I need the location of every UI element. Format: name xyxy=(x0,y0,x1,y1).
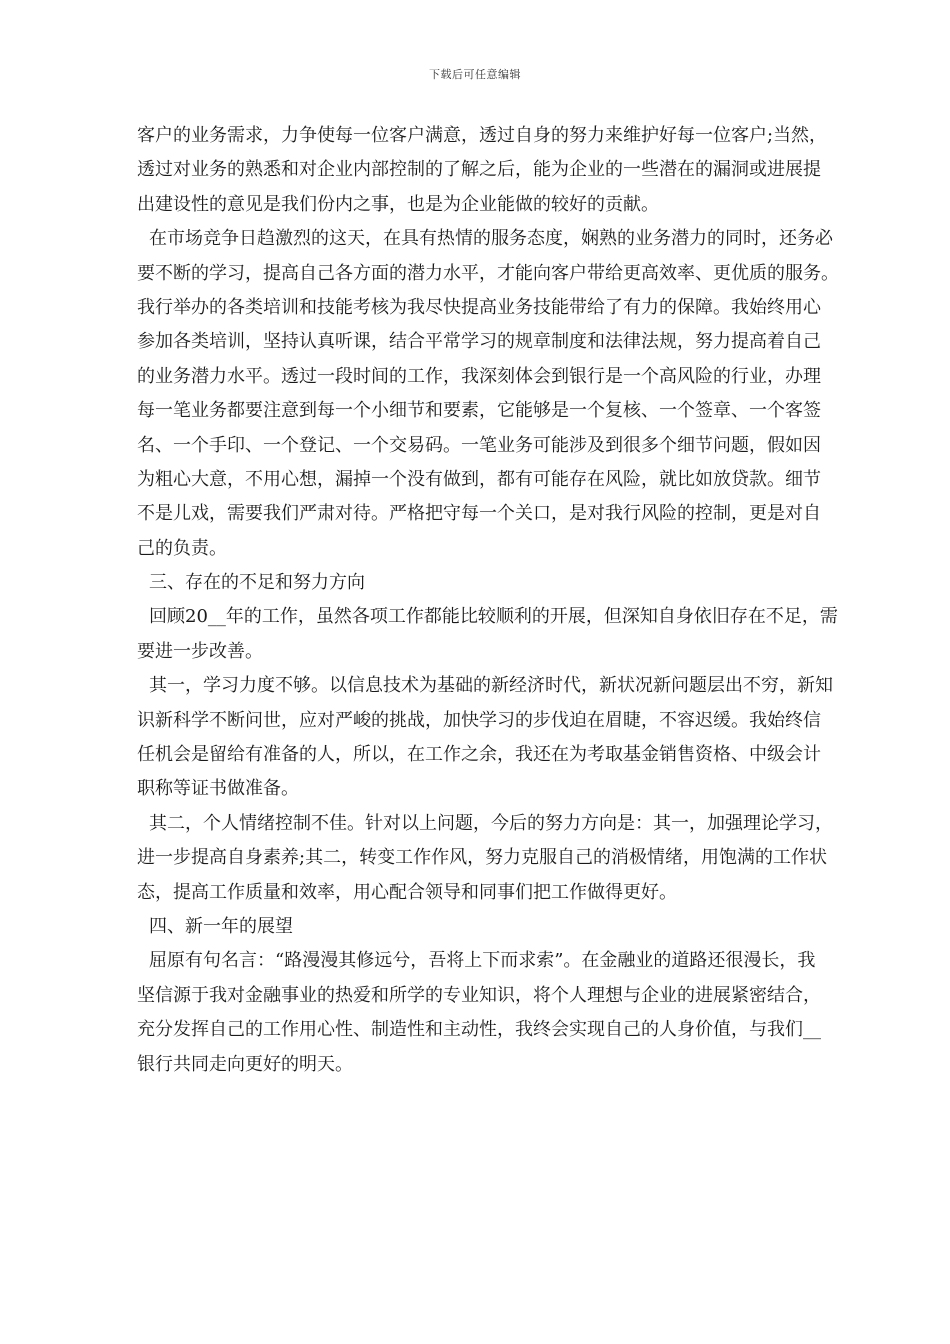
text-line: 坚信源于我对金融事业的热爱和所学的专业知识，将个人理想与企业的进展紧密结合， xyxy=(137,984,821,1006)
text-line: 的业务潜力水平。透过一段时间的工作，我深刻体会到银行是一个高风险的行业，办理 xyxy=(137,365,821,387)
text-line: 其二，个人情绪控制不佳。针对以上问题，今后的努力方向是：其一，加强理论学习， xyxy=(149,812,833,834)
text-line: 银行共同走向更好的明天。 xyxy=(137,1053,353,1075)
text-line: 态，提高工作质量和效率，用心配合领导和同事们把工作做得更好。 xyxy=(137,881,677,903)
text-line: 我行举办的各类培训和技能考核为我尽快提高业务技能带给了有力的保障。我始终用心 xyxy=(137,296,821,318)
text-line: 出建设性的意见是我们份内之事，也是为企业能做的较好的贡献。 xyxy=(137,193,659,215)
text-line: 在市场竞争日趋激烈的这天，在具有热情的服务态度，娴熟的业务潜力的同时，还务必 xyxy=(149,228,833,250)
text-line: 参加各类培训，坚持认真听课，结合平常学习的规章制度和法律法规，努力提高着自己 xyxy=(137,331,821,353)
text-line: 识新科学不断问世，应对严峻的挑战，加快学习的步伐迫在眉睫，不容迟缓。我始终信 xyxy=(137,709,821,731)
text-line: 三、存在的不足和努力方向 xyxy=(149,572,365,594)
text-line: 每一笔业务都要注意到每一个小细节和要素，它能够是一个复核、一个签章、一个客签 xyxy=(137,400,821,422)
text-line: 名、一个手印、一个登记、一个交易码。一笔业务可能涉及到很多个细节问题，假如因 xyxy=(137,434,821,456)
text-line: 屈原有句名言：“路漫漫其修远兮，吾将上下而求索”。在金融业的道路还很漫长，我 xyxy=(149,950,816,972)
text-line: 职称等证书做准备。 xyxy=(137,778,299,800)
text-line: 四、新一年的展望 xyxy=(149,915,293,937)
text-line: 己的负责。 xyxy=(137,537,227,559)
page-header: 下载后可任意编辑 xyxy=(429,68,521,81)
text-line: 充分发挥自己的工作用心性、制造性和主动性，我终会实现自己的人身价值，与我们__ xyxy=(137,1019,821,1041)
text-line: 回顾20__年的工作，虽然各项工作都能比较顺利的开展，但深知自身依旧存在不足，需 xyxy=(149,606,838,628)
text-line: 不是儿戏，需要我们严肃对待。严格把守每一个关口，是对我行风险的控制，更是对自 xyxy=(137,503,821,525)
text-line: 任机会是留给有准备的人，所以，在工作之余，我还在为考取基金销售资格、中级会计 xyxy=(137,744,821,766)
document-body xyxy=(137,119,893,1082)
text-line: 客户的业务需求，力争使每一位客户满意，透过自身的努力来维护好每一位客户;当然， xyxy=(137,125,828,146)
text-line: 进一步提高自身素养;其二，转变工作作风，努力克服自己的消极情绪，用饱满的工作状 xyxy=(137,847,828,869)
text-line: 透过对业务的熟悉和对企业内部控制的了解之后，能为企业的一些潜在的漏洞或进展提 xyxy=(137,159,821,181)
text-line: 其一，学习力度不够。以信息技术为基础的新经济时代，新状况新问题层出不穷，新知 xyxy=(149,675,833,697)
text-line: 要不断的学习，提高自己各方面的潜力水平，才能向客户带给更高效率、更优质的服务。 xyxy=(137,262,839,284)
text-line: 为粗心大意，不用心想，漏掉一个没有做到，都有可能存在风险，就比如放贷款。细节 xyxy=(137,468,821,490)
text-line: 要进一步改善。 xyxy=(137,640,263,662)
